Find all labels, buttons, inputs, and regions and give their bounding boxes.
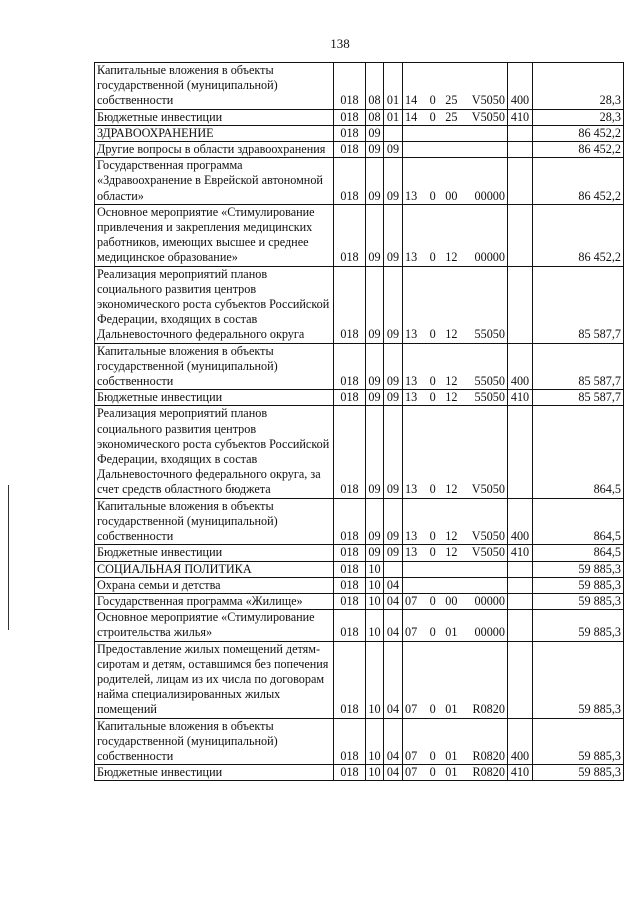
csr-part: 0 (429, 748, 436, 763)
row-rz-cell: 09 (366, 406, 384, 498)
csr-part: 0 (429, 702, 436, 717)
row-vr-cell: 400 (508, 63, 533, 110)
row-gr-cell: 018 (334, 561, 366, 577)
csr-part: 13 (405, 529, 418, 544)
row-csr-cell (403, 498, 508, 545)
row-gr-cell: 018 (334, 718, 366, 765)
csr-part: V5050 (471, 93, 505, 108)
csr-code (405, 250, 505, 265)
row-rz-cell: 10 (366, 610, 384, 641)
budget-table-body (95, 63, 624, 781)
row-csr-cell (403, 109, 508, 125)
row-gr-cell: 018 (334, 343, 366, 390)
row-rz-cell: 10 (366, 765, 384, 781)
row-rz-cell: 09 (366, 125, 384, 141)
row-sum-cell: 85 587,7 (533, 266, 624, 343)
table-row (95, 718, 624, 765)
row-vr-cell: 400 (508, 498, 533, 545)
row-gr-cell: 018 (334, 577, 366, 593)
csr-code (405, 702, 505, 717)
table-row (95, 561, 624, 577)
row-vr-cell (508, 406, 533, 498)
row-sum-cell: 59 885,3 (533, 561, 624, 577)
csr-part: 00 (445, 188, 458, 203)
row-name-cell: Предоставление жилых помещений детям-сиротам и детям, оставшимся без попечения родителей, лицам из их числа по договорам найма специализированных жилых помещений (95, 641, 334, 718)
row-vr-cell (508, 577, 533, 593)
row-name-cell: Бюджетные инвестиции (95, 390, 334, 406)
table-row (95, 266, 624, 343)
csr-code (405, 189, 505, 204)
row-gr-cell: 018 (334, 63, 366, 110)
csr-part: 0 (429, 109, 436, 124)
budget-table (94, 62, 624, 781)
row-gr-cell: 018 (334, 406, 366, 498)
table-row (95, 498, 624, 545)
row-rz-cell: 09 (366, 142, 384, 158)
row-name-cell: Капитальные вложения в объекты государственной (муниципальной) собственности (95, 343, 334, 390)
csr-part: 00 (445, 593, 458, 608)
csr-part: 0 (429, 765, 436, 780)
row-pr-cell: 09 (384, 406, 403, 498)
row-gr-cell: 018 (334, 266, 366, 343)
row-name-cell: Реализация мероприятий планов социального развития центров экономического роста субъектов Российской Федерации, входящих в состав Дальневосточного федерального округа, за счет средств областного бюджета (95, 406, 334, 498)
row-name-cell: Другие вопросы в области здравоохранения (95, 142, 334, 158)
row-pr-cell: 09 (384, 343, 403, 390)
row-csr-cell (403, 610, 508, 641)
row-gr-cell: 018 (334, 390, 366, 406)
table-row (95, 577, 624, 593)
row-sum-cell: 59 885,3 (533, 641, 624, 718)
row-gr-cell: 018 (334, 641, 366, 718)
csr-part: 01 (445, 765, 458, 780)
row-sum-cell: 59 885,3 (533, 765, 624, 781)
row-vr-cell (508, 142, 533, 158)
row-sum-cell: 864,5 (533, 545, 624, 561)
csr-part: 00000 (474, 188, 505, 203)
row-rz-cell: 09 (366, 545, 384, 561)
row-pr-cell: 09 (384, 545, 403, 561)
csr-part: 07 (405, 765, 418, 780)
csr-part: 0 (429, 390, 436, 405)
row-name-cell: СОЦИАЛЬНАЯ ПОЛИТИКА (95, 561, 334, 577)
csr-part: 0 (429, 250, 436, 265)
row-sum-cell: 85 587,7 (533, 343, 624, 390)
row-sum-cell: 28,3 (533, 63, 624, 110)
table-row (95, 125, 624, 141)
row-vr-cell (508, 593, 533, 609)
csr-part: 55050 (474, 374, 505, 389)
row-name-cell: Капитальные вложения в объекты государственной (муниципальной) собственности (95, 718, 334, 765)
row-csr-cell (403, 142, 508, 158)
csr-part: 12 (445, 545, 458, 560)
table-row (95, 158, 624, 205)
row-pr-cell: 09 (384, 266, 403, 343)
csr-code (405, 529, 505, 544)
table-row (95, 765, 624, 781)
csr-part: 01 (445, 748, 458, 763)
csr-part: 12 (445, 327, 458, 342)
csr-part: 01 (445, 625, 458, 640)
row-name-cell: Основное мероприятие «Стимулирование строительства жилья» (95, 610, 334, 641)
row-name-cell: Реализация мероприятий планов социального развития центров экономического роста субъектов Российской Федерации, входящих в состав Дальневосточного федерального округа (95, 266, 334, 343)
row-sum-cell: 59 885,3 (533, 593, 624, 609)
row-csr-cell (403, 63, 508, 110)
row-csr-cell (403, 343, 508, 390)
csr-part: 0 (429, 593, 436, 608)
row-sum-cell: 86 452,2 (533, 142, 624, 158)
table-row (95, 343, 624, 390)
csr-code (405, 749, 505, 764)
csr-part: 13 (405, 482, 418, 497)
row-gr-cell: 018 (334, 125, 366, 141)
csr-part: V5050 (471, 545, 505, 560)
csr-code (405, 765, 505, 780)
row-pr-cell: 01 (384, 63, 403, 110)
row-rz-cell: 09 (366, 204, 384, 266)
csr-part: 25 (445, 109, 458, 124)
row-gr-cell: 018 (334, 158, 366, 205)
row-rz-cell: 09 (366, 158, 384, 205)
row-vr-cell: 410 (508, 545, 533, 561)
row-name-cell: Бюджетные инвестиции (95, 109, 334, 125)
row-name-cell: Государственная программа «Жилище» (95, 593, 334, 609)
csr-code (405, 374, 505, 389)
row-pr-cell (384, 125, 403, 141)
csr-part: 12 (445, 482, 458, 497)
csr-part: R0820 (472, 748, 505, 763)
csr-part: 0 (429, 529, 436, 544)
row-vr-cell: 400 (508, 718, 533, 765)
csr-part: 25 (445, 93, 458, 108)
row-vr-cell (508, 125, 533, 141)
row-csr-cell (403, 718, 508, 765)
row-gr-cell: 018 (334, 109, 366, 125)
row-sum-cell: 864,5 (533, 498, 624, 545)
row-csr-cell (403, 266, 508, 343)
table-row (95, 390, 624, 406)
row-vr-cell: 410 (508, 765, 533, 781)
row-name-cell: Капитальные вложения в объекты государственной (муниципальной) собственности (95, 63, 334, 110)
row-rz-cell: 10 (366, 593, 384, 609)
csr-code (405, 390, 505, 405)
row-vr-cell (508, 610, 533, 641)
csr-part: 13 (405, 390, 418, 405)
row-gr-cell: 018 (334, 765, 366, 781)
csr-part: 07 (405, 593, 418, 608)
row-sum-cell: 28,3 (533, 109, 624, 125)
row-csr-cell (403, 545, 508, 561)
csr-code (405, 625, 505, 640)
row-sum-cell: 59 885,3 (533, 718, 624, 765)
row-pr-cell: 09 (384, 158, 403, 205)
csr-part: 55050 (474, 390, 505, 405)
row-name-cell: Основное мероприятие «Стимулирование привлечения и закрепления медицинских работников, имеющих высшее и среднее медицинское образование» (95, 204, 334, 266)
csr-part: 14 (405, 109, 418, 124)
margin-line (8, 485, 9, 630)
csr-part: 13 (405, 188, 418, 203)
table-row (95, 641, 624, 718)
row-vr-cell (508, 204, 533, 266)
csr-part: R0820 (472, 765, 505, 780)
row-rz-cell: 09 (366, 266, 384, 343)
row-csr-cell (403, 158, 508, 205)
row-name-cell: Капитальные вложения в объекты государственной (муниципальной) собственности (95, 498, 334, 545)
row-sum-cell: 59 885,3 (533, 577, 624, 593)
row-sum-cell: 864,5 (533, 406, 624, 498)
csr-part: V5050 (471, 482, 505, 497)
csr-part: 12 (445, 250, 458, 265)
row-vr-cell (508, 561, 533, 577)
table-row (95, 610, 624, 641)
row-name-cell: Бюджетные инвестиции (95, 545, 334, 561)
row-pr-cell: 04 (384, 765, 403, 781)
row-rz-cell: 10 (366, 577, 384, 593)
row-gr-cell: 018 (334, 593, 366, 609)
row-vr-cell: 410 (508, 390, 533, 406)
csr-part: V5050 (471, 529, 505, 544)
row-vr-cell (508, 266, 533, 343)
row-pr-cell: 01 (384, 109, 403, 125)
row-vr-cell (508, 641, 533, 718)
row-rz-cell: 10 (366, 561, 384, 577)
csr-part: 12 (445, 390, 458, 405)
row-name-cell: Бюджетные инвестиции (95, 765, 334, 781)
csr-code (405, 327, 505, 342)
csr-part: 07 (405, 702, 418, 717)
row-name-cell: Охрана семьи и детства (95, 577, 334, 593)
csr-part: 0 (429, 188, 436, 203)
csr-part: 0 (429, 327, 436, 342)
csr-part: 12 (445, 529, 458, 544)
row-csr-cell (403, 641, 508, 718)
row-vr-cell: 410 (508, 109, 533, 125)
row-sum-cell: 86 452,2 (533, 125, 624, 141)
table-row (95, 406, 624, 498)
csr-part: 0 (429, 482, 436, 497)
row-gr-cell: 018 (334, 610, 366, 641)
row-csr-cell (403, 406, 508, 498)
row-sum-cell: 85 587,7 (533, 390, 624, 406)
csr-part: 0 (429, 93, 436, 108)
row-pr-cell: 04 (384, 718, 403, 765)
table-row (95, 109, 624, 125)
row-pr-cell: 04 (384, 610, 403, 641)
row-pr-cell: 04 (384, 593, 403, 609)
row-rz-cell: 08 (366, 109, 384, 125)
row-gr-cell: 018 (334, 498, 366, 545)
table-row (95, 204, 624, 266)
row-pr-cell: 09 (384, 204, 403, 266)
csr-part: 13 (405, 374, 418, 389)
row-rz-cell: 10 (366, 641, 384, 718)
table-row (95, 545, 624, 561)
csr-code (405, 110, 505, 125)
csr-part: 13 (405, 545, 418, 560)
csr-code (405, 545, 505, 560)
row-name-cell: Государственная программа «Здравоохранение в Еврейской автономной области» (95, 158, 334, 205)
csr-part: 0 (429, 545, 436, 560)
csr-part: 0 (429, 625, 436, 640)
csr-part: 13 (405, 250, 418, 265)
csr-part: V5050 (471, 109, 505, 124)
csr-part: 00000 (474, 593, 505, 608)
row-pr-cell: 04 (384, 641, 403, 718)
row-csr-cell (403, 561, 508, 577)
row-sum-cell: 59 885,3 (533, 610, 624, 641)
row-sum-cell: 86 452,2 (533, 204, 624, 266)
csr-part: 00000 (474, 250, 505, 265)
row-csr-cell (403, 593, 508, 609)
csr-part: 00000 (474, 625, 505, 640)
csr-part: 07 (405, 625, 418, 640)
csr-code (405, 93, 505, 108)
row-rz-cell: 09 (366, 343, 384, 390)
csr-part: 07 (405, 748, 418, 763)
row-name-cell: ЗДРАВООХРАНЕНИЕ (95, 125, 334, 141)
row-csr-cell (403, 204, 508, 266)
csr-code (405, 594, 505, 609)
row-vr-cell (508, 158, 533, 205)
csr-part: 13 (405, 327, 418, 342)
csr-part: 14 (405, 93, 418, 108)
row-rz-cell: 09 (366, 498, 384, 545)
row-pr-cell: 04 (384, 577, 403, 593)
table-row (95, 63, 624, 110)
row-gr-cell: 018 (334, 545, 366, 561)
table-row (95, 142, 624, 158)
table-row (95, 593, 624, 609)
csr-part: R0820 (472, 702, 505, 717)
row-pr-cell: 09 (384, 390, 403, 406)
row-rz-cell: 08 (366, 63, 384, 110)
row-rz-cell: 09 (366, 390, 384, 406)
row-gr-cell: 018 (334, 204, 366, 266)
csr-part: 0 (429, 374, 436, 389)
page-number: 138 (330, 36, 350, 51)
row-rz-cell: 10 (366, 718, 384, 765)
row-sum-cell: 86 452,2 (533, 158, 624, 205)
row-pr-cell: 09 (384, 498, 403, 545)
row-vr-cell: 400 (508, 343, 533, 390)
row-csr-cell (403, 765, 508, 781)
row-csr-cell (403, 390, 508, 406)
csr-part: 55050 (474, 327, 505, 342)
csr-part: 12 (445, 374, 458, 389)
row-pr-cell: 09 (384, 142, 403, 158)
row-csr-cell (403, 577, 508, 593)
csr-code (405, 482, 505, 497)
row-gr-cell: 018 (334, 142, 366, 158)
row-pr-cell (384, 561, 403, 577)
row-csr-cell (403, 125, 508, 141)
csr-part: 01 (445, 702, 458, 717)
